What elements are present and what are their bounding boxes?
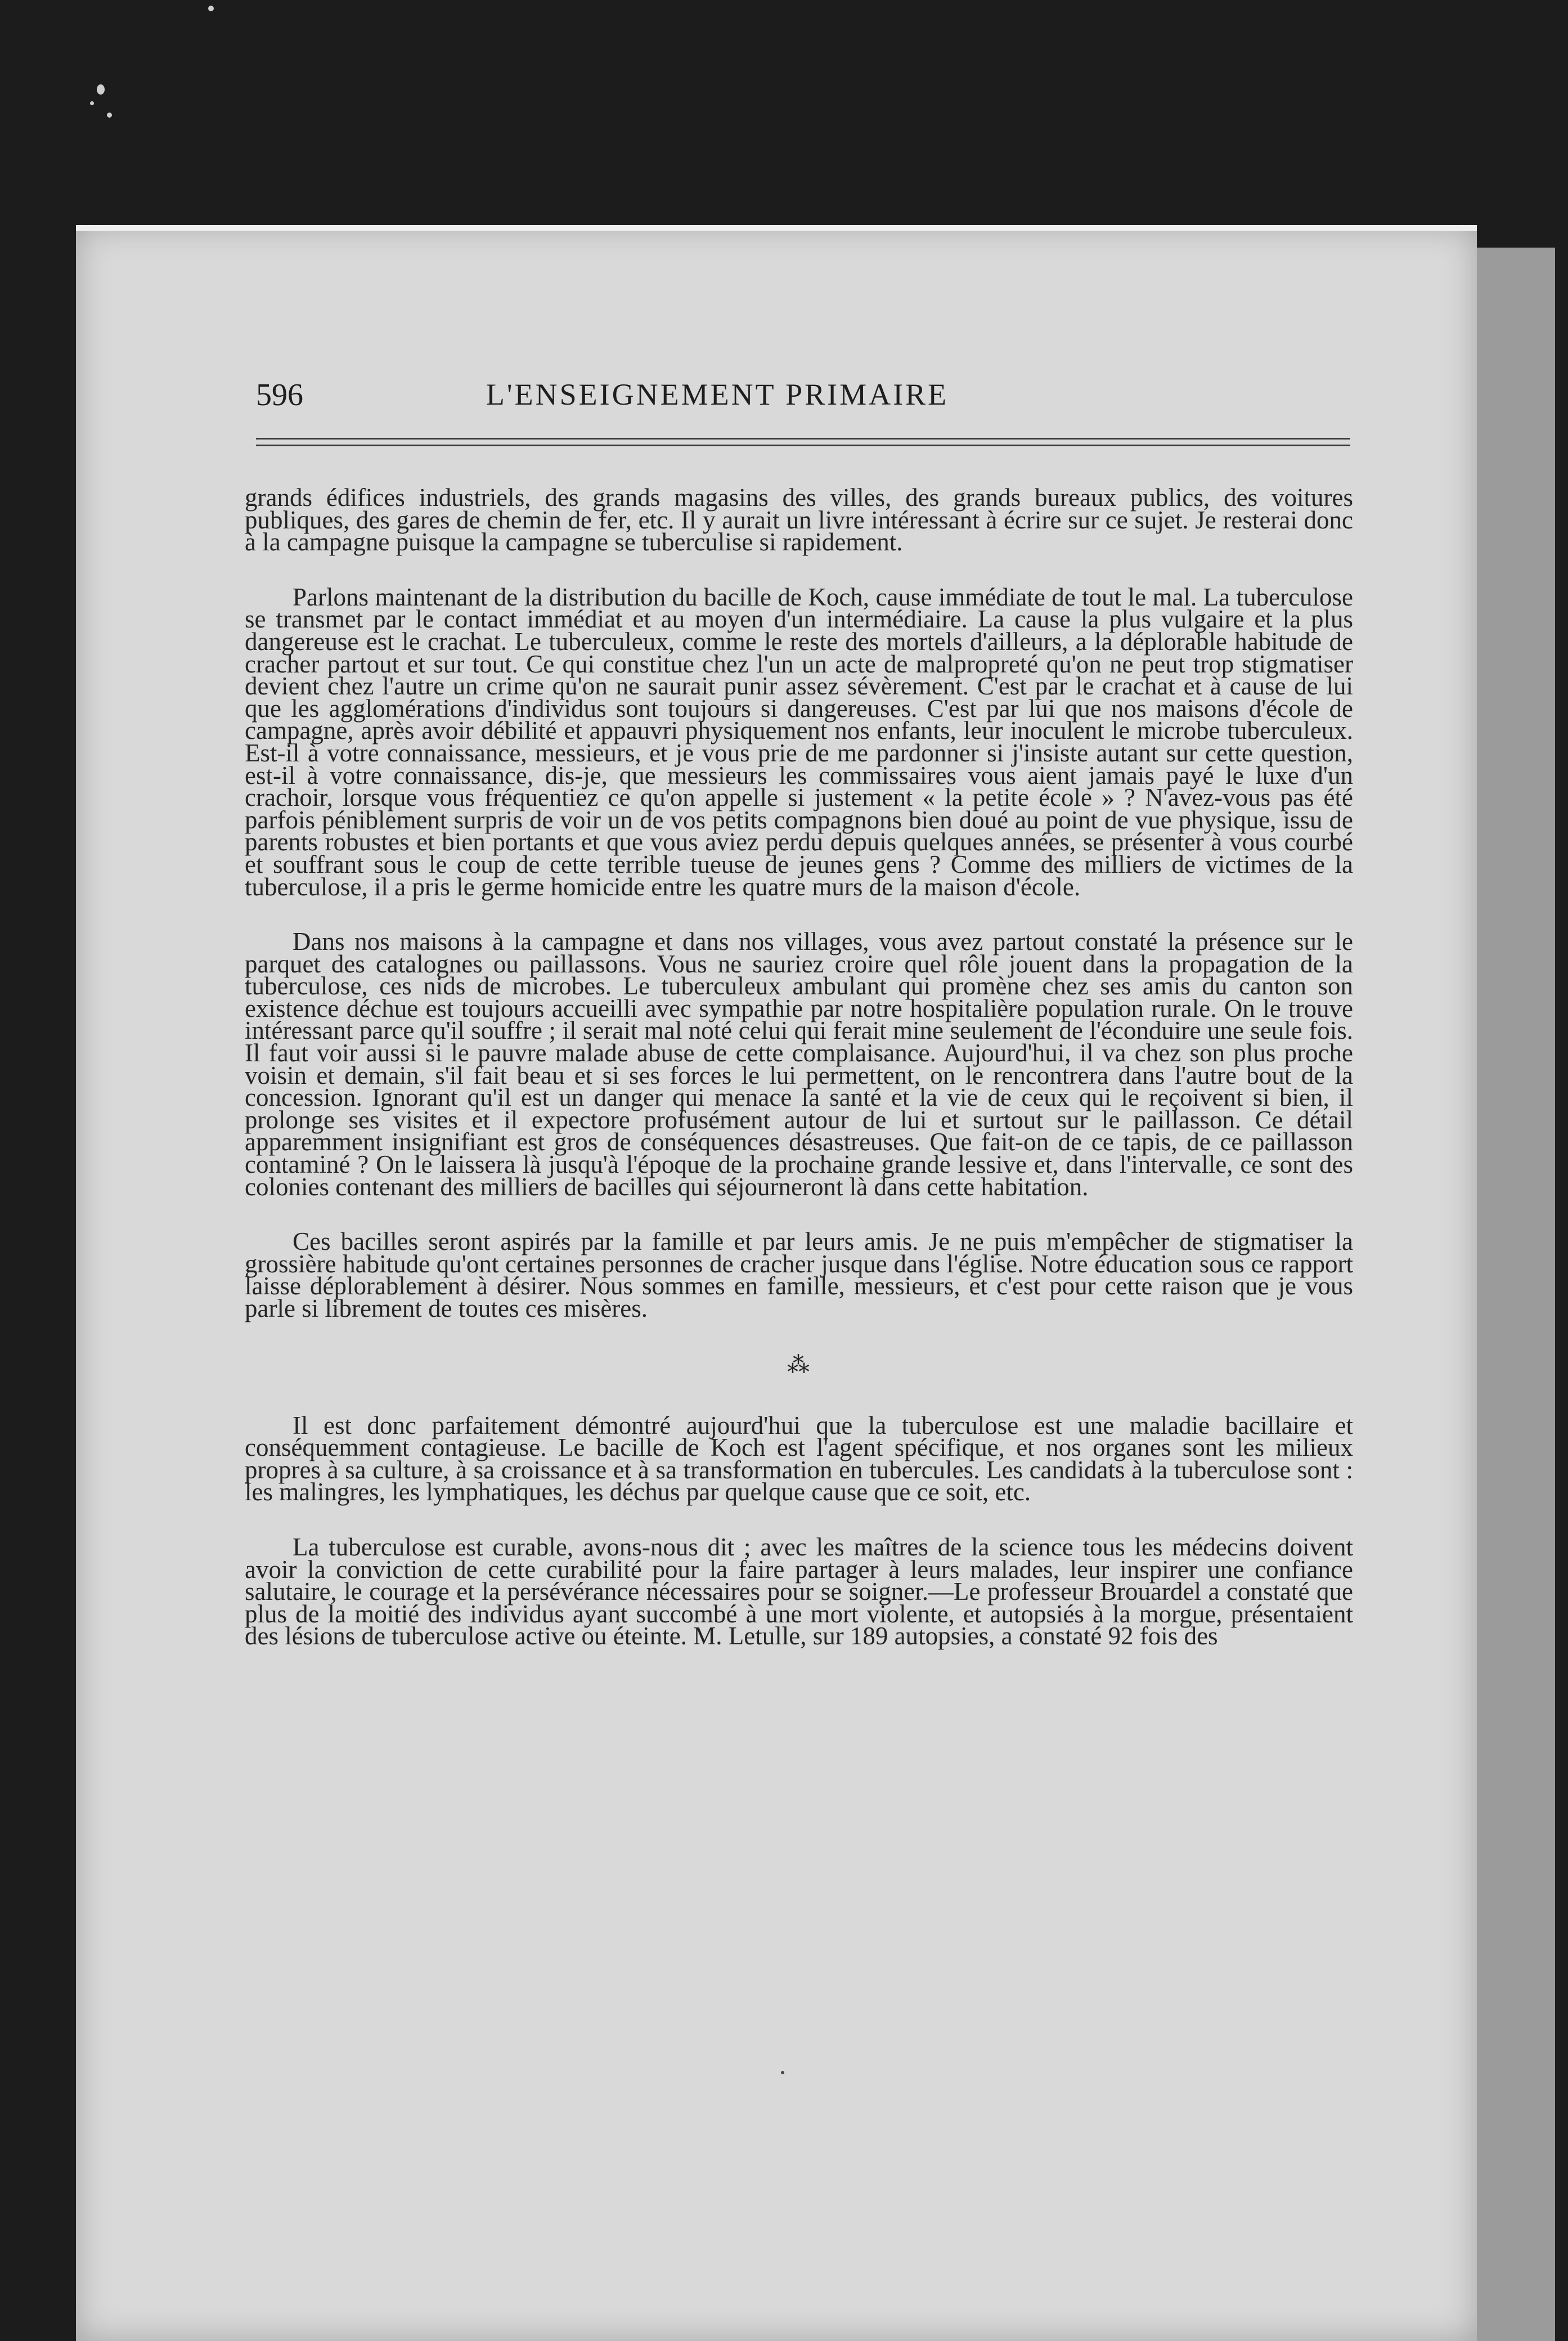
paragraph-1: grands édifices industriels, des grands magasins des villes, des grands bureaux publics, des voitures publiques, des gares de chemin de fer, etc. Il y aurait un livre intéressant à écrire sur ce sujet. Je resterai donc à la campagne puisque la campagne se tuberculise si rapidement.	[245, 487, 1353, 557]
paragraph-6: La tuberculose est curable, avons-nous dit ; avec les maîtres de la science tous les médecins doivent avoir la conviction de cette curabilité pour la faire partager à leurs malades, leur inspirer une confiance salutaire, le courage et la persévérance nécessaires pour se soigner.—Le professeur Brouardel a constaté que plus de la moitié des individus ayant succombé à une mort violente, et autopsiés à la morgue, présentaient des lésions de tuberculose active ou éteinte. M. Letulle, sur 189 autopsies, a constaté 92 fois des	[245, 1532, 1353, 1651]
book-page	[76, 225, 1477, 2341]
paragraph-5: Il est donc parfaitement démontré aujourd'hui que la tuberculose est une maladie bacillaire et conséquemment contagieuse. Le bacille de Koch est l'agent spécifique, et nos organes sont les milieux propres à sa culture, à sa croissance et à sa transformation en tubercules. Les candidats à la tuberculose sont : les malingres, les lymphatiques, les déchus par quelque cause que ce soit, etc.	[245, 1411, 1353, 1506]
running-title: L'ENSEIGNEMENT PRIMAIRE	[486, 378, 949, 411]
body-text	[245, 487, 1353, 2288]
header-rule-bottom	[256, 445, 1350, 446]
page-number: 596	[256, 378, 303, 412]
page-top-edge	[76, 225, 1477, 231]
scan-background-specks	[0, 0, 1568, 225]
page-header	[256, 377, 1179, 422]
printer-mark	[781, 2071, 784, 2074]
paragraph-3: Dans nos maisons à la campagne et dans nos villages, vous avez partout constaté la présence sur le parquet des catalognes ou paillassons. Vous ne sauriez croire quel rôle jouent dans la propagation de la tuberculose, ces nids de microbes. Le tuberculeux ambulant qui promène chez ses amis du canton son existence déchue est toujours accueilli avec sympathie par notre hospitalière population rurale. On le trouve intéressant parce qu'il souffre ; il serait mal noté celui qui ferait mine seulement de l'éconduire une seule fois. Il faut voir aussi si le pauvre malade abuse de cette complaisance. Aujourd'hui, il va chez son plus proche voisin et demain, s'il fait beau et si ses forces le lui permettent, on le rencontrera dans l'autre bout de la concession. Ignorant qu'il est un danger qui menace la santé et la vie de ceux qui le reçoivent si bien, il prolonge ses visites et il expectore profusément autour de lui et surtout sur le paillasson. Ce détail apparemment insignifiant est gros de conséquences désastreuses. Que fait-on de ce tapis, de ce paillasson contaminé ? On le laissera là jusqu'à l'époque de la prochaine grande lessive et, dans l'intervalle, ce sont des colonies contenant des milliers de bacilles qui séjourneront là dans cette habitation.	[245, 927, 1353, 1201]
paragraph-4: Ces bacilles seront aspirés par la famille et par leurs amis. Je ne puis m'empêcher de stigmatiser la grossière habitude qu'ont certaines personnes de cracher jusque dans l'église. Notre éducation sous ce rapport laisse déplorablement à désirer. Nous sommes en famille, messieurs, et c'est pour cette raison que je vous parle si librement de toutes ces misères.	[245, 1227, 1353, 1322]
paragraph-2: Parlons maintenant de la distribution du bacille de Koch, cause immédiate de tout le mal. La tuberculose se transmet par le contact immédiat et au moyen d'un intermédiaire. La cause la plus vulgaire et la plus dangereuse est le crachat. Le tuberculeux, comme le reste des mortels d'ailleurs, a la déplorable habitude de cracher partout et sur tout. Ce qui constitue chez l'un un acte de malpropreté qu'on ne peut trop stigmatiser devient chez l'autre un crime qu'on ne saurait punir assez sévèrement. C'est par le crachat et à cause de lui que les agglomérations d'individus sont toujours si dangereuses. C'est par lui que nos maisons d'école de campagne, après avoir débilité et appauvri physiquement nos enfants, leur inoculent le microbe tuberculeux. Est-il à votre connaissance, messieurs, et je vous prie de me pardonner si j'insiste autant sur cette question, est-il à votre connaissance, dis-je, que messieurs les commissaires vous aient jamais payé le luxe d'un crachoir, lorsque vous fréquentiez ce qu'on appelle si justement « la petite école » ? N'avez-vous pas été parfois péniblement surpris de voir un de vos petits compagnons bien doué au point de vue physique, issu de parents robustes et bien portants et que vous aviez perdu depuis quelques années, se présenter à vous courbé et souffrant sous le coup de cette terrible tueuse de jeunes gens ? Comme des milliers de victimes de la tuberculose, il a pris le germe homicide entre les quatre murs de la maison d'école.	[245, 582, 1353, 901]
section-break-asterism: ⁂	[787, 1352, 811, 1378]
header-rule-top	[256, 438, 1350, 440]
underlying-page-edge	[1468, 248, 1555, 2341]
